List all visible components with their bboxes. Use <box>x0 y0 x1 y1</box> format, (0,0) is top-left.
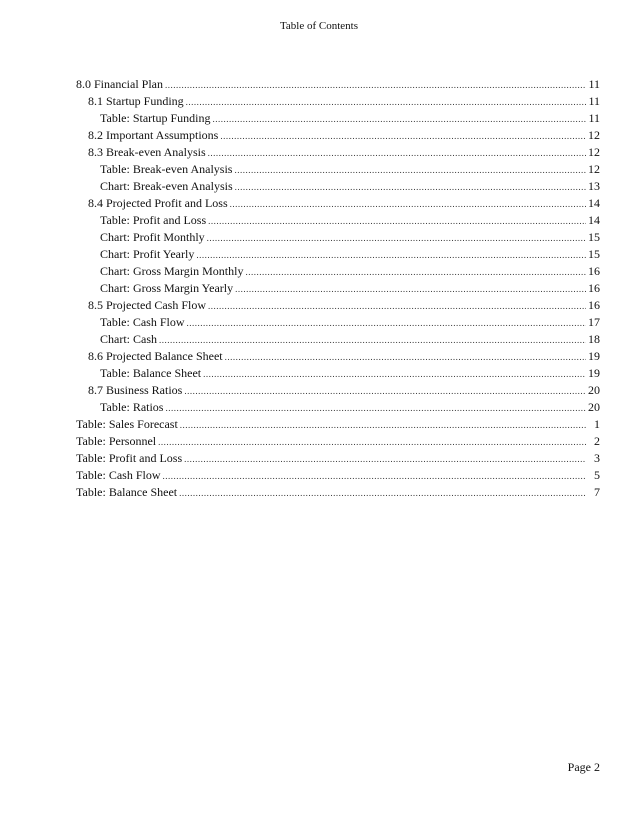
toc-entry[interactable] <box>76 195 600 212</box>
toc-dot-leader <box>235 179 586 196</box>
toc-entry-page: 13 <box>588 179 600 193</box>
toc-dot-leader <box>159 332 586 349</box>
toc-entry-title: Table: Profit and Loss <box>76 451 183 465</box>
toc-dot-leader <box>235 281 586 298</box>
toc-entry-page: 20 <box>588 400 600 414</box>
toc-entry-title: Table: Personnel <box>76 434 157 448</box>
toc-entry-page: 18 <box>588 332 600 346</box>
toc-dot-leader <box>220 128 586 145</box>
toc-entry[interactable] <box>76 467 600 484</box>
toc-dot-leader <box>208 213 586 230</box>
toc-dot-leader <box>158 434 586 451</box>
toc-entry-title: Table: Cash Flow <box>100 315 185 329</box>
toc-entry-page: 14 <box>588 196 600 210</box>
toc-entry-title: Table: Startup Funding <box>100 111 211 125</box>
header-title: Table of Contents <box>279 20 359 32</box>
toc-dot-leader <box>212 111 586 128</box>
toc-entry-title: Table: Profit and Loss <box>100 213 207 227</box>
toc-entry[interactable] <box>76 76 600 93</box>
toc-entry-page: 11 <box>588 111 600 125</box>
toc-entry-title: Table: Balance Sheet <box>76 485 178 499</box>
toc-entry-page: 15 <box>588 247 600 261</box>
toc-entry[interactable] <box>76 127 600 144</box>
toc-entry-title: 8.6 Projected Balance Sheet <box>88 349 223 363</box>
toc-entry-page: 12 <box>588 128 600 142</box>
toc-entry[interactable] <box>76 212 600 229</box>
toc-entry[interactable] <box>76 331 600 348</box>
toc-entry-page: 15 <box>588 230 600 244</box>
toc-dot-leader <box>245 264 586 281</box>
toc-entry-page: 11 <box>588 94 600 108</box>
toc-entry-page: 12 <box>588 162 600 176</box>
table-of-contents <box>76 76 600 501</box>
toc-dot-leader <box>208 298 586 315</box>
toc-entry-title: Table: Break-even Analysis <box>100 162 233 176</box>
toc-entry-page: 2 <box>594 434 600 448</box>
toc-entry-title: 8.2 Important Assumptions <box>88 128 219 142</box>
toc-dot-leader <box>225 349 586 366</box>
toc-entry[interactable] <box>76 297 600 314</box>
toc-entry-page: 5 <box>594 468 600 482</box>
toc-entry[interactable] <box>76 229 600 246</box>
toc-entry-title: Chart: Profit Monthly <box>100 230 205 244</box>
toc-entry-title: Table: Cash Flow <box>76 468 161 482</box>
toc-dot-leader <box>184 383 586 400</box>
toc-entry-title: Chart: Gross Margin Yearly <box>100 281 234 295</box>
toc-entry-page: 20 <box>588 383 600 397</box>
toc-entry-page: 17 <box>588 315 600 329</box>
toc-entry[interactable] <box>76 263 600 280</box>
toc-entry[interactable] <box>76 433 600 450</box>
page-footer <box>568 760 600 775</box>
toc-entry-title: 8.7 Business Ratios <box>88 383 183 397</box>
toc-entry[interactable] <box>76 484 600 501</box>
page-header <box>0 20 638 32</box>
toc-entry-title: Chart: Gross Margin Monthly <box>100 264 244 278</box>
toc-entry-page: 14 <box>588 213 600 227</box>
toc-entry-page: 19 <box>588 349 600 363</box>
toc-entry-title: Table: Sales Forecast <box>76 417 178 431</box>
toc-entry-page: 3 <box>594 451 600 465</box>
toc-dot-leader <box>180 417 586 434</box>
toc-dot-leader <box>179 485 586 502</box>
toc-entry-page: 16 <box>588 281 600 295</box>
toc-entry-title: 8.3 Break-even Analysis <box>88 145 206 159</box>
toc-dot-leader <box>203 366 586 383</box>
toc-dot-leader <box>208 145 586 162</box>
toc-entry[interactable] <box>76 110 600 127</box>
toc-entry[interactable] <box>76 348 600 365</box>
toc-entry[interactable] <box>76 382 600 399</box>
toc-entry-title: 8.1 Startup Funding <box>88 94 184 108</box>
toc-dot-leader <box>230 196 586 213</box>
toc-entry[interactable] <box>76 314 600 331</box>
toc-entry[interactable] <box>76 450 600 467</box>
toc-entry-title: Chart: Profit Yearly <box>100 247 195 261</box>
toc-entry-page: 16 <box>588 264 600 278</box>
toc-entry-title: 8.5 Projected Cash Flow <box>88 298 206 312</box>
toc-entry-title: Table: Balance Sheet <box>100 366 202 380</box>
toc-entry[interactable] <box>76 246 600 263</box>
toc-entry[interactable] <box>76 93 600 110</box>
toc-dot-leader <box>165 400 586 417</box>
toc-entry-page: 7 <box>594 485 600 499</box>
toc-entry[interactable] <box>76 144 600 161</box>
toc-entry[interactable] <box>76 416 600 433</box>
page-number: Page 2 <box>567 760 600 774</box>
toc-entry[interactable] <box>76 161 600 178</box>
toc-entry-page: 12 <box>588 145 600 159</box>
toc-dot-leader <box>207 230 586 247</box>
toc-dot-leader <box>163 468 587 485</box>
toc-dot-leader <box>186 94 586 111</box>
toc-entry-title: Chart: Break-even Analysis <box>100 179 233 193</box>
toc-entry[interactable] <box>76 280 600 297</box>
toc-entry-page: 19 <box>588 366 600 380</box>
toc-entry-title: 8.0 Financial Plan <box>76 77 163 91</box>
toc-dot-leader <box>165 77 586 94</box>
toc-dot-leader <box>234 162 586 179</box>
toc-entry[interactable] <box>76 399 600 416</box>
toc-entry-title: Table: Ratios <box>100 400 164 414</box>
toc-entry-page: 1 <box>594 417 600 431</box>
toc-entry[interactable] <box>76 365 600 382</box>
toc-entry-title: Chart: Cash <box>100 332 157 346</box>
toc-dot-leader <box>184 451 586 468</box>
toc-entry-title: 8.4 Projected Profit and Loss <box>88 196 228 210</box>
toc-dot-leader <box>187 315 587 332</box>
toc-dot-leader <box>196 247 586 264</box>
toc-entry-page: 11 <box>588 77 600 91</box>
toc-entry-page: 16 <box>588 298 600 312</box>
toc-entry[interactable] <box>76 178 600 195</box>
